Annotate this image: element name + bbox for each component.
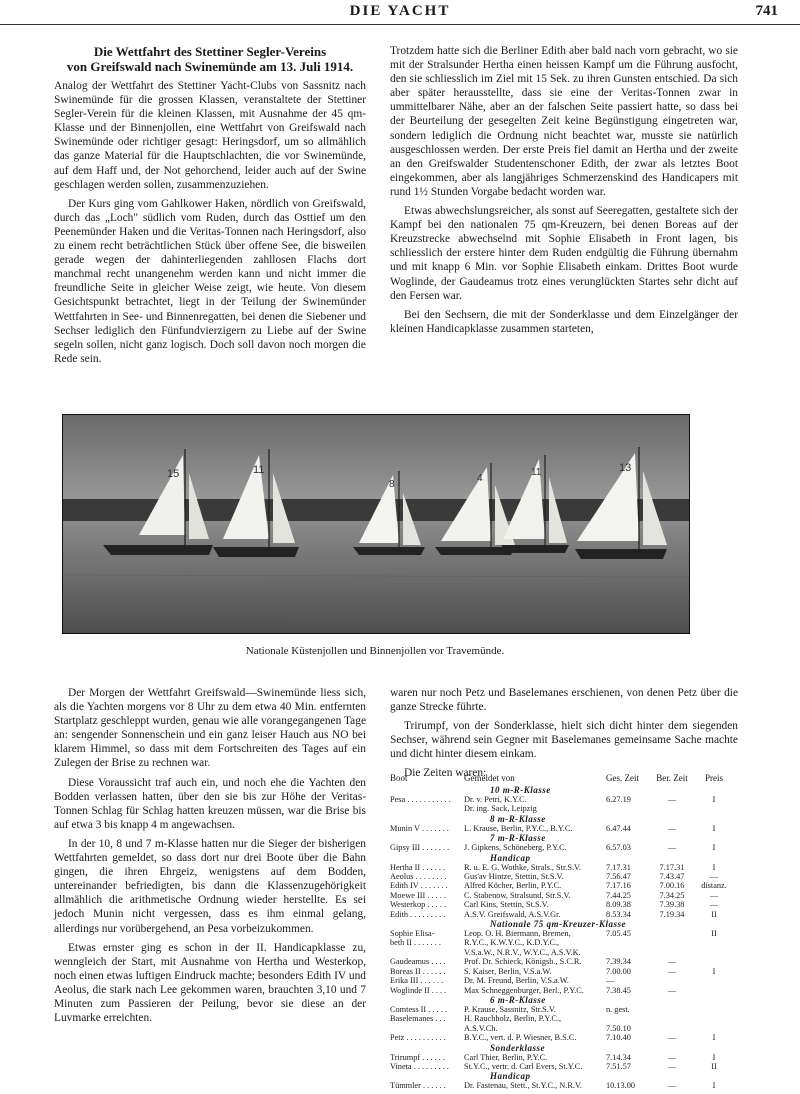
table-row (390, 881, 750, 890)
cell-total-time (606, 1014, 650, 1023)
sailing-photo (62, 414, 690, 634)
cell-total-time: 7.56.47 (606, 872, 631, 882)
cell-boat (390, 1024, 464, 1033)
table-row (390, 948, 750, 957)
cell-owner: Alfred Köcher, Berlin, P.Y.C. (464, 881, 562, 891)
cell-total-time: — (606, 976, 615, 986)
cell-corrected-time: — (667, 843, 677, 853)
class-heading: 10 m-R-Klasse (490, 785, 551, 795)
table-row (390, 976, 750, 985)
cell-boat: Aeolus . . . . . . . . (390, 872, 447, 882)
cell-boat: Boreas II . . . . . . (390, 966, 446, 976)
cell-boat: Edith IV . . . . . . . (390, 881, 448, 891)
header-prize: Preis (705, 773, 723, 783)
cell-boat: Tümmler . . . . . . (390, 1081, 446, 1091)
cell-total-time (606, 948, 650, 957)
cell-prize: I (712, 795, 716, 804)
cell-owner: Prof. Dr. Schieck, Königsb., S.C.R. (464, 957, 582, 967)
sail-number: 15 (167, 468, 180, 480)
cell-prize: I (712, 1033, 716, 1043)
cell-total-time: 10.13.00 (606, 1081, 636, 1091)
cell-prize: II (711, 1061, 717, 1071)
table-row (390, 1014, 750, 1023)
class-heading: 7 m-R-Klasse (490, 833, 546, 844)
cell-owner: S. Kaiser, Berlin, V.S.a.W. (464, 966, 552, 976)
table-row (390, 929, 750, 938)
cell-boat: Baselemanes . . . (390, 1014, 446, 1024)
cell-owner: A.S.V. Greifswald, A.S.V.Gr. (464, 909, 561, 919)
table-row (390, 824, 750, 833)
table-row (390, 986, 750, 995)
article-title-line-1: Die Wettfahrt des Stettiner Segler-Vereins (93, 44, 327, 59)
cell-total-time: 6.47.44 (606, 823, 631, 833)
cell-boat: Comtess II . . . . . (390, 1004, 447, 1014)
table-row (390, 900, 750, 909)
cell-boat: Trirumpf . . . . . . (390, 1052, 446, 1062)
cell-prize: II (711, 909, 717, 919)
cell-owner: C. Stabenow, Stralsund, Str.S.V. (464, 890, 571, 900)
cell-prize (694, 938, 734, 947)
paragraph: Trotzdem hatte sich die Berliner Edith aber bald nach vorn gebracht, wo sie mit der Stralsunder Hertha einen heissen Kampf um die Führung ausfocht, den sie schliesslich im Ziel mit 15 Sek. zu ihren Gunsten entschied. Da sich aber später herausstellte, dass sie eine der Veritas-Tonnen zwar in ummittelbarer Nähe, aber an der falschen Seite passiert hatte, so dass bei der Beurteilung der gesegelten Zeit keine Begünstigung eingetreten war, sondern lediglich die Ordnung nicht beachtet war, musste sie natürlich ausgeschlossen werden. Der erste Preis fiel damit an Hertha und der zweite an den Greifswalder Studentenschoner Edith, der zwar als letztes Boot eingekommen, aber als langjähriges Schmerzenskind des Handicapers mit rund 1½ Stunden Vorgabe bedacht worden war. (390, 45, 738, 198)
table-row (390, 891, 750, 900)
header-boot: Boot (390, 773, 408, 783)
table-row (390, 957, 750, 966)
cell-prize (694, 1005, 734, 1014)
cell-corrected-time: 7.17.31 (659, 862, 685, 872)
article-title-line-2: von Greifswald nach Swinemünde am 13. Juli 1914. (66, 59, 354, 74)
paragraph: Trirumpf, von der Sonderklasse, hielt sich dicht hinter dem siegenden Sechser, während sein Gegner mit Baselemanes gemeinsame Sache machte und dicht hinter diesem einkam. (390, 720, 738, 761)
cell-total-time: 7.51.57 (606, 1061, 631, 1071)
left-column-top (54, 44, 366, 371)
cell-corrected-time: — (667, 957, 677, 967)
cell-corrected-time: 7.19.34 (659, 909, 685, 919)
cell-owner: Carl Kins, Stettin, St.S.V. (464, 900, 549, 910)
cell-owner: Carl Thier, Berlin, P.Y.C. (464, 1052, 548, 1062)
cell-owner: A.S.V.Ch. (464, 1023, 498, 1033)
cell-prize (694, 948, 734, 957)
cell-boat: Hertha II . . . . . . (390, 862, 446, 872)
table-row (390, 804, 750, 813)
cell-corrected-time: — (667, 1061, 677, 1071)
cell-total-time (606, 804, 650, 813)
table-row (390, 1053, 750, 1062)
cell-corrected-time: — (667, 1081, 677, 1091)
cell-owner: B.Y.C., vert. d. P. Wiesner, B.S.C. (464, 1033, 577, 1043)
table-row (390, 910, 750, 919)
cell-prize (694, 957, 734, 966)
cell-boat: Edith . . . . . . . . . (390, 909, 446, 919)
paragraph: waren nur noch Petz und Baselemanes erschienen, von denen Petz über die ganze Strecke führte. (390, 687, 738, 714)
cell-boat: Westerkop . . . . . (390, 900, 447, 910)
table-row (390, 1033, 750, 1042)
table-row (390, 1081, 750, 1090)
cell-prize (694, 1014, 734, 1023)
cell-corrected-time (650, 948, 694, 957)
cell-corrected-time: — (667, 985, 677, 995)
cell-total-time: 7.14.34 (606, 1052, 631, 1062)
sail-number: 8 (389, 479, 395, 490)
cell-owner: R.Y.C., K.W.Y.C., K.D.Y.C., (464, 938, 560, 948)
cell-total-time: 8.09.38 (606, 900, 631, 910)
cell-prize: I (712, 1052, 716, 1062)
cell-owner: R. u. E. G. Wothke, Strals., Str.S.V. (464, 862, 582, 872)
cell-boat: Petz . . . . . . . . . . (390, 1033, 446, 1043)
cell-total-time: 6.57.03 (606, 843, 631, 853)
cell-corrected-time (650, 929, 694, 938)
cell-owner: H. Rauchholz, Berlin, P.Y.C., (464, 1014, 562, 1024)
header-owner: Gemeldet von (464, 773, 515, 783)
table-row (390, 872, 750, 881)
header-corrected-time: Ber. Zeit (656, 773, 688, 783)
running-title: DIE YACHT (349, 3, 451, 19)
photo-caption: Nationale Küstenjollen und Binnenjollen vor Travemünde. (245, 645, 505, 657)
table-row (390, 967, 750, 976)
cell-owner: L. Krause, Berlin, P.Y.C., B.Y.C. (464, 823, 573, 833)
cell-corrected-time: 7.34.25 (659, 890, 685, 900)
cell-total-time (606, 938, 650, 947)
sail-number: 11 (531, 467, 542, 478)
cell-total-time: 7.10.40 (606, 1033, 631, 1043)
class-heading: 8 m-R-Klasse (490, 813, 546, 824)
cell-prize: II (711, 929, 717, 939)
cell-boat: Sophie Elisa- (390, 929, 435, 939)
cell-corrected-time: — (667, 1033, 677, 1043)
paragraph: Die Zeiten waren: (404, 767, 487, 780)
sail-number: 13 (619, 462, 632, 474)
cell-owner: P. Krause, Sassnitz, Str.S.V. (464, 1004, 556, 1014)
cell-boat: Vineta . . . . . . . . . (390, 1061, 449, 1071)
cell-total-time: 7.05.45 (606, 929, 631, 939)
right-column-bottom (390, 686, 738, 786)
right-column-top (390, 44, 738, 341)
cell-owner: Dr. M. Freund, Berlin, V.S.a.W. (464, 976, 569, 986)
class-heading: Handicap (490, 1071, 531, 1082)
cell-total-time: 7.50.10 (606, 1023, 631, 1033)
cell-prize (694, 986, 734, 995)
cell-total-time: 7.17.16 (606, 881, 631, 891)
cell-prize: I (712, 843, 716, 853)
cell-boat: Erika III . . . . . . (390, 976, 444, 986)
cell-prize: I (712, 966, 716, 976)
cell-owner: Max Schneggenburger, Berl., P.Y.C. (464, 985, 584, 995)
cell-prize: — (709, 890, 719, 900)
cell-boat: Moewe III . . . . . (390, 890, 446, 900)
cell-corrected-time: — (667, 795, 677, 804)
table-row (390, 795, 750, 804)
cell-total-time: 7.44.25 (606, 890, 631, 900)
cell-owner: Dr. ing. Sack, Leipzig (464, 804, 537, 814)
cell-corrected-time (650, 1005, 694, 1014)
cell-total-time: 6.27.19 (606, 795, 631, 804)
paragraph: Etwas ernster ging es schon in der II. Handicapklasse zu, wenngleich der Start, mit Ausnahme von Hertha und Westerkop, noch einen etwas luftigen Eindruck machte; besonders Edith IV und Aeolus, die stark nach Lee gekommen waren, brauchten 3,10 und 7 Minuten zum Passieren der Peilung, bevor sie diese an der Luvmarke erreichten. (54, 941, 366, 1025)
cell-boat: Pesa . . . . . . . . . . . (390, 795, 451, 804)
sail-number: 11 (253, 464, 265, 476)
table-row (390, 843, 750, 852)
cell-boat: Woglinde II . . . . (390, 985, 447, 995)
results-table (390, 773, 750, 1091)
paragraph: In der 10, 8 und 7 m-Klasse hatten nur die Sieger der bisherigen Wettfahrten gemeldet, so dass dort nur drei Boote über die Bahn gingen, die ihren Ehrgeiz, wenigstens auf dem Bodden, untereinander befriedigten, bis dann die Klassenzugehörigkeit allmählich die arithmetische Ordnung wieder herstellte. Es sei jedoch Munin nicht vergessen, dass es ihm einmal gelang, allerdings nur vorübergehend, an Pesa vorbeizukommen. (54, 837, 366, 935)
page-number: 741 (755, 3, 778, 19)
cell-corrected-time: 7.39.38 (659, 900, 685, 910)
cell-total-time: 7.17.31 (606, 862, 631, 872)
table-row (390, 1024, 750, 1033)
cell-corrected-time: — (667, 823, 677, 833)
class-heading: Nationale 75 qm-Kreuzer-Klasse (490, 919, 627, 930)
sail-number: 4 (477, 473, 483, 484)
cell-owner: J. Gipkens, Schöneberg, P.Y.C. (464, 843, 567, 853)
cell-prize (694, 1024, 734, 1033)
cell-total-time: 7.38.45 (606, 985, 631, 995)
table-row (390, 1005, 750, 1014)
cell-prize: distanz. (701, 881, 727, 891)
cell-corrected-time (650, 938, 694, 947)
paragraph: Der Morgen der Wettfahrt Greifswald—Swinemünde liess sich, als die Yachten morgens vor 8 Uhr zu dem etwa 40 Min. entfernten Startplatz geschleppt wurden, genau wie alle vorangegangenen Tage an: sengender Sonnenschein und ein ganz leiser Hauch aus NO bei klarem Himmel, so dass mit dem Fortschreiten des Tages auf ein Zulegen der Brise zu rechnen war. (54, 687, 366, 770)
cell-corrected-time: 7.00.16 (659, 881, 685, 891)
cell-total-time: 7.39.34 (606, 957, 631, 967)
cell-boat: Gaudeamus . . . . (390, 957, 446, 967)
cell-prize: — (709, 900, 719, 910)
table-row (390, 863, 750, 872)
cell-corrected-time (650, 1014, 694, 1023)
cell-owner: V.S.a.W., N.R.V., W.Y.C., A.S.V.K. (464, 947, 581, 957)
cell-prize: I (712, 862, 716, 872)
cell-corrected-time: — (667, 1052, 677, 1062)
class-heading: Handicap (490, 852, 531, 863)
left-column-bottom (54, 686, 366, 1030)
cell-total-time: 7.00.00 (606, 966, 631, 976)
paragraph: Bei den Sechsern, die mit der Sonderklasse und dem Einzelgänger der kleinen Handicapklasse zusammen starteten, (390, 308, 738, 335)
cell-owner: Dr. Fastenau, Stett., St.Y.C., N.R.V. (464, 1081, 582, 1091)
paragraph: Diese Voraussicht traf auch ein, und noch ehe die Yachten den Bodden verlassen hatten, über den sie bis zur Höhe der Veritas-Tonnen Schlag für Schlag hatten kreuzen müssen, war die Brise bis auf etwa 3 bis knapp 4 m angewachsen. (54, 776, 366, 831)
cell-corrected-time (650, 804, 694, 813)
cell-corrected-time: — (667, 966, 677, 976)
article-title (54, 44, 366, 74)
cell-owner: Leop. O. H. Biermann, Bremen, (464, 929, 571, 939)
cell-prize: I (712, 823, 716, 833)
cell-prize: I (712, 1081, 716, 1091)
header-total-time: Ges. Zeit (606, 773, 639, 783)
paragraph: Analog der Wettfahrt des Stettiner Yacht-Clubs von Sassnitz nach Swinemünde für die grossen Klassen, veranstaltete der Stettiner Segler-Verein für die kleinen Klassen, mit Ausnahme der 45 qm-Klasse und der Binnenjollen, eine Wettfahrt von Greifswald nach Swinemünde oder richtiger gesagt: Heringsdorf, um so allmählich das ganze Material für die Hauptschlachten, die vor Swinemünde, auf dem Haff und, der Not gehorchend, leider auch auf der Swine geschlagen werden sollen, zusammenzuziehen. (54, 80, 366, 191)
paragraph: Der Kurs ging vom Gahlkower Haken, nördlich von Greifswald, durch das „Loch" südlich vom Ruden, durch das Osttief um den Peenemünder Haken und die Veritas-Tonnen nach Heringsdorf, also zu einem recht beträchtlichen Stück über offene See, die bisweilen gerade wegen der dahinterliegenden zahllosen Flachs dort manchmal recht unangenehm werden kann und nicht immer die freundliche Seite in gleicher Weise zeigt, wie heute. Von diesem Gesichtspunkt betrachtet, liegt in der Teilung der Swinemünder Wettfahrten in See- und Binnenregatten, bei denen die Siebener und Sechser lediglich den Fünfundvierzigern zu Liebe auf der Swine segeln sollen, nicht ganz logisch. Doch soll davon noch morgen die Rede sein. (54, 197, 366, 365)
cell-boat: beth II . . . . . . . (390, 938, 441, 948)
cell-owner: St.Y.C., vertr. d. Carl Evers, St.Y.C. (464, 1061, 583, 1071)
cell-boat: Gipsy III . . . . . . . (390, 843, 450, 853)
sailing-photo-image (63, 415, 689, 633)
cell-corrected-time (650, 1024, 694, 1033)
cell-prize: — (709, 872, 719, 882)
cell-boat: Munin V . . . . . . . (390, 823, 449, 833)
cell-owner: Dr. v. Petri, K.Y.C. (464, 795, 527, 804)
cell-prize (694, 804, 734, 813)
paragraph: Etwas abwechslungsreicher, als sonst auf Seeregatten, gestaltete sich der Kampf bei den nationalen 75 qm-Kreuzern, bei denen Boreas auf der Kreuzstrecke abwechselnd mit Sophie Elisabeth in Front lagen, bis schliesslich der erstere hinter dem Ruden endgültig die Führung übernahm und mit knapp 6 Min. vor Sophie Elisabeth einkam. Drittes Boot wurde Woglinde, der Gaudeamus trotz eines verunglückten Startes sehr dicht auf den Fersen war. (390, 205, 738, 302)
class-heading: 6 m-R-Klasse (490, 994, 546, 1005)
cell-total-time: 8.53.34 (606, 909, 631, 919)
cell-corrected-time: 7.43.47 (659, 872, 685, 882)
results-header-row (390, 773, 750, 785)
cell-total-time: n. gest. (606, 1004, 630, 1014)
table-row (390, 1062, 750, 1071)
class-heading: Sonderklasse (490, 1042, 546, 1053)
cell-boat (390, 804, 464, 813)
cell-prize (694, 976, 734, 985)
table-row (390, 938, 750, 947)
page-header (0, 0, 800, 25)
cell-corrected-time (650, 976, 694, 985)
cell-owner: Gus'av Hintze, Stettin, St.S.V. (464, 872, 564, 882)
cell-boat (390, 948, 464, 957)
